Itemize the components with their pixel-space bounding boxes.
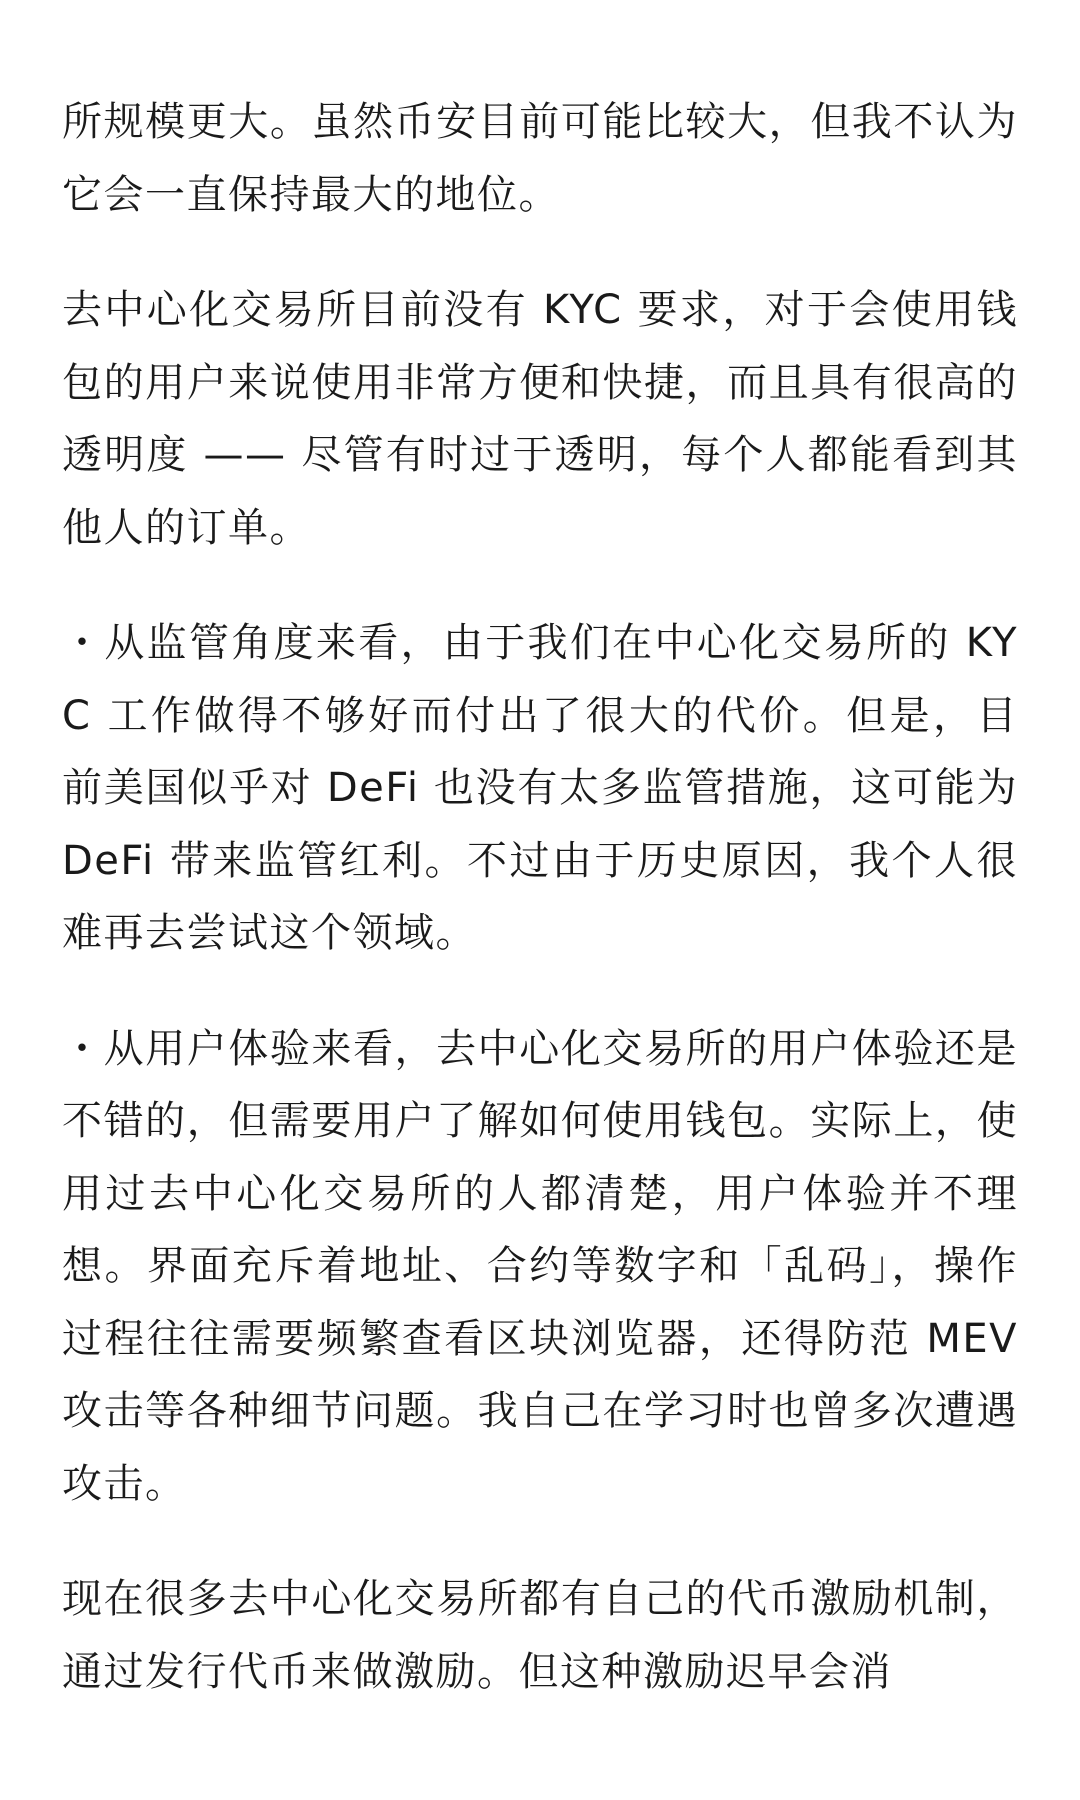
paragraph-token-incentives: 现在很多去中心化交易所都有自己的代币激励机制，通过发行代币来做激励。但这种激励迟早会消 <box>62 1576 1018 1695</box>
article-body <box>62 86 1018 1751</box>
paragraph-user-experience: ・从用户体验来看，去中心化交易所的用户体验还是不错的，但需要用户了解如何使用钱包。实际上，使用过去中心化交易所的人都清楚，用户体验并不理想。界面充斥着地址、合约等数字和「乱码」，操作过程往往需要频繁查看区块浏览器，还得防范 MEV 攻击等各种细节问题。我自己在学习时也曾多次遭遇攻击。 <box>62 1025 1018 1507</box>
paragraph-exchange-scale: 所规模更大。虽然币安目前可能比较大，但我不认为它会一直保持最大的地位。 <box>62 99 1018 218</box>
paragraph-regulation: ・从监管角度来看，由于我们在中心化交易所的 KYC 工作做得不够好而付出了很大的代价。但是，目前美国似乎对 DeFi 也没有太多监管措施，这可能为 DeFi 带来监管红利。不过由于历史原因，我个人很难再去尝试这个领域。 <box>62 620 1018 956</box>
paragraph-dex-kyc-transparency: 去中心化交易所目前没有 KYC 要求，对于会使用钱包的用户来说使用非常方便和快捷，而且具有很高的透明度 —— 尽管有时过于透明，每个人都能看到其他人的订单。 <box>62 287 1018 551</box>
